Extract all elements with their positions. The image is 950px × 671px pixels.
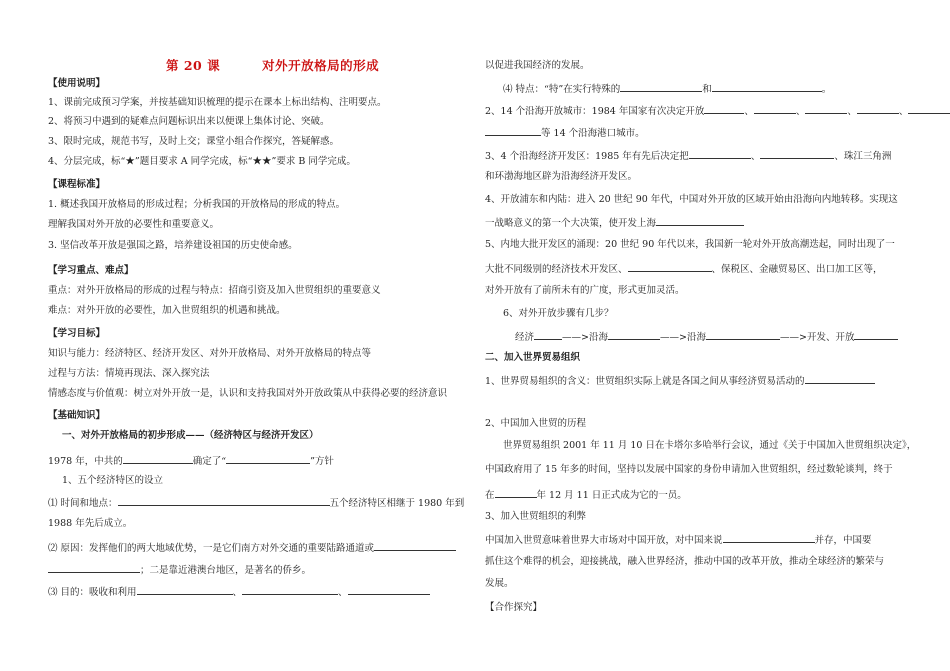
arrow: ——> <box>660 332 687 343</box>
heading-standard: 【课程标准】 <box>48 179 106 190</box>
goal-item: 过程与方法：情境再现法、深入探究法 <box>48 368 210 379</box>
text: ”方针 <box>310 456 334 467</box>
fill-blank[interactable] <box>854 330 898 340</box>
wto-history-p1: 世界贸易组织 2001 年 11 月 10 日在卡塔尔多哈举行会议，通过《关于中国加入世贸组织决定》， <box>503 440 917 451</box>
key-point: 重点：对外开放格局的形成的过程与特点：招商引资及加入世贸组织的重要意义 <box>48 285 381 296</box>
text: 沿海 <box>588 332 608 343</box>
wto-pros-cons-title: 3、加入世贸组织的利弊 <box>485 511 587 522</box>
wto-meaning <box>485 374 875 388</box>
time-place-cont: 1988 年先后成立。 <box>48 518 133 529</box>
coastal-zones-cont: 和环渤海地区辟为沿海经济开发区。 <box>485 171 638 182</box>
coastal-zones-line <box>485 149 891 163</box>
wto-pros-cons-p2: 抓住这个难得的机会，迎接挑战，融入世界经济，推动中国的改革开放，推动全球经济的繁荣与 <box>485 556 885 567</box>
wto-history-p3 <box>485 488 687 502</box>
wto-history-p2: 中国政府用了 15 年多的时间，坚持以发展中国家的身份申请加入世贸组织，经过数轮谈判，终于 <box>485 464 893 475</box>
fill-blank[interactable] <box>534 330 562 340</box>
text: ；二是靠近港澳台地区，是著名的侨乡。 <box>140 565 312 576</box>
fill-blank[interactable] <box>495 488 537 498</box>
text: 大批不同级别的经济技术开发区、 <box>485 264 628 275</box>
inland-zones-cont <box>485 262 883 276</box>
difficult-point: 难点：对外开放的必要性，加入世贸组织的机遇和挑战。 <box>48 305 286 316</box>
text: 、 <box>795 106 806 117</box>
usage-item: 4、分层完成，标“★”题目要求 A 同学完成，标“★★”要求 B 同学完成。 <box>48 156 356 167</box>
text: 一战略意义的第一个大决策，使开发上海 <box>485 218 657 229</box>
steps-chain <box>515 330 898 344</box>
page-title <box>166 60 379 72</box>
text: 、 <box>232 587 243 598</box>
standard-item: 1. 概述我国开放格局的形成过程；分析我国的开放格局的形成的特点。 <box>48 199 346 210</box>
purpose-line <box>48 585 430 599</box>
text: 3、4 个沿海经济开发区：1985 年有先后决定把 <box>485 151 689 162</box>
fill-blank[interactable] <box>118 496 330 506</box>
fill-blank[interactable] <box>712 82 822 92</box>
fill-blank[interactable] <box>608 330 660 340</box>
fill-blank[interactable] <box>656 216 744 226</box>
text: 年 12 月 11 日正式成为它的一员。 <box>536 490 687 501</box>
fill-blank[interactable] <box>704 104 744 114</box>
text: 2、14 个沿海开放城市：1984 年国家有次决定开放 <box>485 106 705 117</box>
continued-line: 以促进我国经济的发展。 <box>485 60 590 71</box>
fill-blank[interactable] <box>137 585 233 595</box>
fill-blank[interactable] <box>123 454 193 464</box>
section-two-title: 二、加入世界贸易组织 <box>485 352 581 363</box>
text: 、 <box>338 587 348 598</box>
coastal-cities-line <box>485 104 950 118</box>
fill-blank[interactable] <box>242 585 338 595</box>
text: ⑵ 原因：发挥他们的两大地域优势，一是它们南方对外交通的重要陆路通道或 <box>48 543 375 554</box>
standard-item: 理解我国对外开放的必要性和重要意义。 <box>48 219 220 230</box>
wto-pros-cons-p3: 发展。 <box>485 578 514 589</box>
line-1978 <box>48 454 334 468</box>
fill-blank[interactable] <box>628 262 712 272</box>
text: ⑴ 时间和地点： <box>48 498 118 509</box>
section-one-title: 一、对外开放格局的初步形成——（经济特区与经济开发区） <box>62 430 319 441</box>
time-place-line <box>48 496 464 510</box>
fill-blank[interactable] <box>226 454 310 464</box>
fill-blank[interactable] <box>805 374 875 384</box>
goal-item: 知识与能力：经济特区、经济开发区、对外开放格局、对外开放格局的特点等 <box>48 348 372 359</box>
text: 确定了“ <box>192 456 227 467</box>
usage-item: 3、限时完成，规范书写，及时上交；课堂小组合作探究，答疑解惑。 <box>48 136 340 147</box>
lesson-name: 对外开放格局的形成 <box>262 58 380 73</box>
fill-blank[interactable] <box>706 330 780 340</box>
reason-line <box>48 541 456 555</box>
reason-cont <box>48 563 311 577</box>
text: 。 <box>821 84 832 95</box>
heading-usage: 【使用说明】 <box>48 78 106 89</box>
arrow: ——> <box>779 332 807 343</box>
text: 、 <box>847 106 857 117</box>
fill-blank[interactable] <box>805 104 847 114</box>
usage-item: 2、将预习中遇到的疑难点问题标识出来以便课上集体讨论、突破。 <box>48 116 330 127</box>
feature-line <box>503 82 831 96</box>
text: 五个经济特区相继于 1980 年到 <box>329 498 465 509</box>
text: 、 <box>898 106 909 117</box>
fill-blank[interactable] <box>374 541 456 551</box>
pudong-line: 4、开放浦东和内陆：进入 20 世纪 90 年代，中国对外开放的区域开始由沿海向内地转移。实现这 <box>485 194 898 205</box>
text: 和 <box>702 84 712 95</box>
text: 、 <box>750 151 761 162</box>
text: 、 <box>744 106 754 117</box>
heading-basic: 【基础知识】 <box>48 410 106 421</box>
wto-pros-cons-p1 <box>485 533 872 547</box>
arrow: ——> <box>562 332 589 343</box>
fill-blank[interactable] <box>754 104 796 114</box>
text: ⑶ 目的：吸收和利用 <box>48 587 137 598</box>
fill-blank[interactable] <box>48 563 140 573</box>
usage-item: 1、课前完成预习学案，并按基础知识梳理的提示在课本上标出结构、注明要点。 <box>48 97 387 108</box>
text: 并存，中国要 <box>814 535 872 546</box>
text: 开发、开放 <box>806 332 855 343</box>
coastal-cities-cont <box>485 126 645 140</box>
text: 、珠江三角洲 <box>834 151 892 162</box>
fill-blank[interactable] <box>723 533 815 543</box>
text: 在 <box>485 490 495 501</box>
inland-zones-end: 对外开放有了前所未有的广度，形式更加灵活。 <box>485 285 685 296</box>
fill-blank[interactable] <box>348 585 430 595</box>
fill-blank[interactable] <box>689 149 751 159</box>
text: 、保税区、金融贸易区、出口加工区等， <box>711 264 883 275</box>
goal-item: 情感态度与价值观：树立对外开放一是，认识和支持我国对外开放政策从中获得必要的经济意识 <box>48 388 448 399</box>
heading-goals: 【学习目标】 <box>48 328 106 339</box>
text: 沿海 <box>686 332 706 343</box>
heading-key-points: 【学习重点、难点】 <box>48 265 134 276</box>
fill-blank[interactable] <box>620 82 702 92</box>
subsection-1: 1、五个经济特区的设立 <box>62 475 164 486</box>
fill-blank[interactable] <box>485 126 541 136</box>
text: 经济 <box>515 332 535 343</box>
heading-cooperation: 【合作探究】 <box>485 602 543 613</box>
pudong-cont <box>485 216 744 230</box>
wto-history-title: 2、中国加入世贸的历程 <box>485 418 587 429</box>
text: 中国加入世贸意味着世界大市场对中国开放，对中国来说 <box>485 535 723 546</box>
text: 等 14 个沿海港口城市。 <box>541 128 645 139</box>
lesson-number: 第 20 课 <box>166 58 221 73</box>
text: 1978 年，中共的 <box>48 456 123 467</box>
steps-question: 6、对外开放步骤有几步？ <box>503 308 614 319</box>
fill-blank[interactable] <box>908 104 950 114</box>
text: 1、世界贸易组织的含义：世贸组织实际上就是各国之间从事经济贸易活动的 <box>485 376 805 387</box>
fill-blank[interactable] <box>760 149 834 159</box>
standard-item: 3. 坚信改革开放是强国之路，培养建设祖国的历史使命感。 <box>48 240 298 251</box>
fill-blank[interactable] <box>857 104 899 114</box>
inland-zones-line: 5、内地大批开发区的涌现：20 世纪 90 年代以来，我国新一轮对外开放高潮迭起，同时出现了一 <box>485 239 895 250</box>
text: ⑷ 特点：“特”在实行特殊的 <box>503 84 621 95</box>
